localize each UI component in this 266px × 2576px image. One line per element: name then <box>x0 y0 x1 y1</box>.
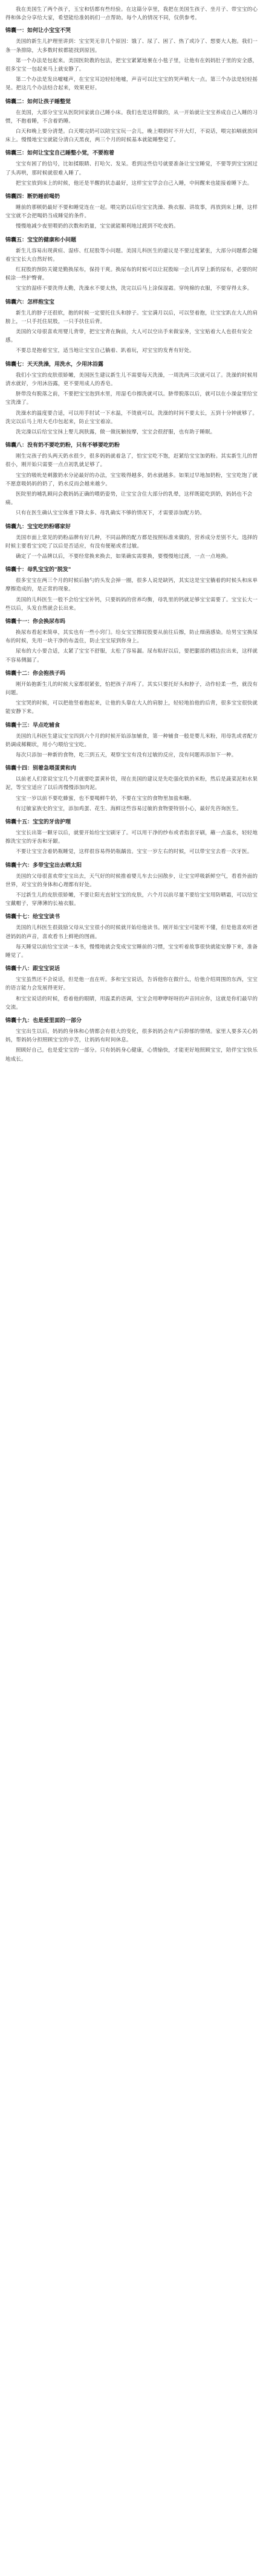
tip-paragraph: 在美国，大部分宝宝从医院回家就自己睡小床。我们也是这样做的，从一开始就让宝宝养成自己入睡的习惯，不抱着睡，不含着奶睡。 <box>5 109 258 124</box>
tip-section <box>5 617 261 665</box>
tip-paragraph: 宝宝长出第一颗牙以后，就要开始给宝宝刷牙了。可以用干净的纱布或者指套牙刷，蘸一点温水，轻轻地擦洗宝宝的牙齿和牙龈。 <box>5 830 258 845</box>
tip-paragraph: 美国的父母很喜欢用婴儿背带，把宝宝背在胸前，大人可以空出手来做家务，宝宝贴着大人也很有安全感。 <box>5 329 253 344</box>
article-page <box>4 3 262 2570</box>
tip-paragraph: 宝宝的吸吮是刺激奶水分泌最好的办法，宝宝吸得越多，奶水就越多。如果过早地加奶粉，宝宝吃饱了就不愿意吸妈妈的奶了，奶水反而会越来越少。 <box>5 472 258 487</box>
tip-section <box>5 26 261 92</box>
tip-paragraph: 红屁股的预防关键是勤换尿布，保持干爽。换尿布的时候可以让屁股晾一会儿再穿上新的尿布，必要的时候涂一些护臀膏。 <box>5 267 258 282</box>
tip-paragraph: 医院里的哺乳顾问会教妈妈正确的喂奶姿势，让宝宝含住大部分的乳晕，这样既能吃到奶，妈妈也不会痛。 <box>5 491 253 507</box>
tip-paragraph: 新生儿容易出现黄疸、湿疹、红屁股等小问题。美国儿科医生的建议是不要过度紧张，大部分问题都会随着宝宝长大自然好转。 <box>5 248 258 263</box>
tip-title: 锦囊二：如何让孩子睡整觉 <box>5 98 71 105</box>
tip-paragraph: 宝宝有困了的信号，比如揉眼睛、打哈欠、发呆。看到这些信号就要准备让宝宝睡觉，不要等到宝宝困过了头再哄，那时候就很难入睡了。 <box>5 161 258 176</box>
tip-paragraph: 我们小宝宝的皮肤很娇嫩，美国医生建议新生儿不需要每天洗澡，一周洗两三次就可以了。洗澡的时候用清水就好，少用沐浴露，更不要用成人的香皂。 <box>5 372 258 387</box>
tip-paragraph: 不过新生儿的皮肤很娇嫩，不要让阳光直射宝宝的皮肤，六个月以前尽量不要给宝宝用防晒霜，可以给宝宝戴帽子，穿薄薄的长袖衣服。 <box>5 892 258 907</box>
tip-paragraph: 美国的父母很喜欢带宝宝出去，天气好的时候推着婴儿车去公园散步，让宝宝呼吸新鲜空气，看看外面的世界，对宝宝的身体和心理都有好处。 <box>5 873 258 888</box>
tip-section <box>5 97 261 145</box>
tip-section <box>5 764 261 813</box>
tip-title: 锦囊十六：多带宝宝出去晒太阳 <box>5 862 82 869</box>
tip-paragraph: 以前老人们常说宝宝几个月就要吃蛋黄补铁，现在美国的建议是先吃强化铁的米粉，然后是蔬菜泥和水果泥，等宝宝适应了以后再慢慢添加肉泥。 <box>5 776 258 791</box>
tip-paragraph: 每次只添加一种新的食物，吃三到五天，观察宝宝有没有过敏的反应，没有问题再添加下一种。 <box>16 752 237 758</box>
tip-paragraph: 美国的儿科医生建议宝宝四到六个月的时候开始添加辅食，第一种辅食一般是婴儿米粉，用母乳或者配方奶调成稀糊状，用小勺喂给宝宝吃。 <box>5 733 258 748</box>
tip-title: 锦囊七：天天洗澡，用洗水，少用沐浴露 <box>5 361 104 368</box>
tip-paragraph: 第一个办法是包起来。美国医院教的包法，把宝宝紧紧地裹在小毯子里，让他有在妈妈肚子里的安全感，很多宝宝一包起来马上就安静了。 <box>5 57 258 73</box>
article-intro: 我在美国生了两个孩子，玉宝和恬都有些经验。在这篇分享里，我把在美国生孩子、坐月子、带宝宝的心得和体会分享给大家，希望能给准妈妈们一点帮助。每个人的情况不同，仅供参考。 <box>5 7 258 22</box>
tip-paragraph: 白天和晚上要分清楚。白天喂完奶可以陪宝宝玩一会儿，晚上喂奶时不开大灯，不说话，喂完拍嗝就放回床上。慢慢地宝宝就能分清白天黑夜，两三个月的时候基本就能睡整觉了。 <box>5 129 258 144</box>
tip-paragraph: 宝宝出生以后，妈妈的身体和心情都会有很大的变化，很多妈妈会有产后抑郁的情绪。家里人要多关心妈妈，帮妈妈分担照顾宝宝的辛苦，让妈妈有时间休息。 <box>5 1029 258 1044</box>
tip-paragraph: 洗完澡以后给宝宝抹上婴儿润肤露，做一做抚触按摩，宝宝会很舒服，也有助于睡眠。 <box>16 429 216 435</box>
tip-paragraph: 洗澡水的温度要合适，可以用手肘试一下水温，不烫就可以。洗澡的时间不要太长，五到十分钟就够了。洗完以后马上用大毛巾包起来，防止宝宝着凉。 <box>5 410 258 425</box>
tip-section <box>5 360 261 436</box>
tip-paragraph: 宝宝虽然还不会说话，但是他一直在听。多和宝宝说话，告诉他你在做什么，给他介绍周围的东西，宝宝的语言能力会发展得更好。 <box>5 977 258 992</box>
tip-paragraph: 新生儿的脖子还很软，抱的时候一定要托住头和脖子。宝宝满月以后，可以竖着抱，让宝宝趴在大人的肩膀上，一只手托住屁股，一只手扶住后背。 <box>5 310 258 325</box>
tip-section <box>5 861 261 909</box>
tip-title: 锦囊一：如何让小宝宝不哭 <box>5 28 71 34</box>
tip-section <box>5 149 261 188</box>
tip-paragraph: 美国市面上常见的奶粉品牌有好几种，不同品牌的配方都是按照标准来做的，营养成分差别不大。选择的时候主要看宝宝吃了以后是否适应，有没有便秘或者过敏。 <box>5 534 258 549</box>
tip-paragraph: 照顾好自己，也是爱宝宝的一部分。只有妈妈身心健康，心情愉快，才能更好地照顾宝宝，陪伴宝宝快乐地成长。 <box>5 1047 258 1063</box>
tip-title: 锦囊十七：给宝宝读书 <box>5 914 60 921</box>
tip-paragraph: 和宝宝说话的时候，看着他的眼睛，用温柔的语调，宝宝会用咿咿呀呀的声音回应你，这就是你们最早的交流。 <box>5 996 258 1011</box>
tip-section <box>5 298 261 356</box>
tip-paragraph: 刚开始抱新生儿的时候大家都很紧张，怕把孩子弄疼了。其实只要托好头和脖子，动作轻柔一些，就没有问题。 <box>5 681 258 696</box>
tip-paragraph: 有过敏家族史的宝宝，添加鸡蛋、花生、海鲜这些容易过敏的食物要特别小心，最好先咨询医生。 <box>16 805 242 812</box>
tip-paragraph: 宝宝的湿疹不要洗得太勤，洗澡水不要太热，洗完以后马上涂保湿霜。穿纯棉的衣服，不要穿得太多。 <box>16 286 253 292</box>
tip-title: 锦囊十二：你会抱孩子吗 <box>5 670 66 677</box>
tip-paragraph: 刚生完孩子的头两天奶水很少，很多妈妈就着急了，怕宝宝吃不饱，赶紧给宝宝加奶粉。其实新生儿的胃很小，刚开始只需要一点点初乳就足够了。 <box>5 453 258 468</box>
tip-section <box>5 817 261 857</box>
tip-paragraph: 尿布的大小要合适，太紧了宝宝不舒服，太松了容易漏。尿布粘好以后，要把腿部的褶边拉出来，这样就不容易侧漏了。 <box>5 648 258 663</box>
tip-title: 锦囊九：宝宝吃奶粉哪家好 <box>5 523 71 530</box>
tip-paragraph: 每天睡觉以前给宝宝读一本书，慢慢地就会变成宝宝睡前的习惯，宝宝听着故事很快就能安静下来，准备睡觉了。 <box>5 944 258 959</box>
tip-title: 锦囊十三：早点吃辅食 <box>5 722 60 729</box>
tip-title: 锦囊十四：别着急喂蛋黄和肉 <box>5 765 77 772</box>
tips-list <box>5 26 261 1063</box>
tip-title: 锦囊四：断奶睡前喝奶 <box>5 194 60 200</box>
tip-title: 锦囊十一：你会换尿布吗 <box>5 618 66 625</box>
tip-section <box>5 912 261 960</box>
tip-section <box>5 1016 261 1064</box>
tip-title: 锦囊六：怎样抱宝宝 <box>5 299 55 305</box>
tip-paragraph: 把宝宝放到床上的时候，他还是半醒的状态最好，这样宝宝学会自己入睡，中间醒来也能接着睡下去。 <box>16 180 253 187</box>
tip-title: 锦囊十五：宝宝的牙齿护理 <box>5 819 71 825</box>
tip-paragraph: 很多宝宝在两三个月的时候后脑勺的头发会掉一圈，很多人说是缺钙，其实这是宝宝躺着的时候头和床单摩擦造成的，是正常的现象。 <box>5 578 258 593</box>
tip-section <box>5 721 261 760</box>
tip-title: 锦囊十八：跟宝宝说话 <box>5 966 60 973</box>
tip-paragraph: 宝宝一岁以前不要吃蜂蜜，也不要喝鲜牛奶，不要在宝宝的食物里加盐和糖。 <box>16 795 195 802</box>
tip-section <box>5 522 261 561</box>
tip-paragraph: 睡前的那顿奶最好不要和睡觉连在一起。喂完奶以后给宝宝洗澡、换衣服、讲故事，再放到床上睡，这样宝宝就不会把喝奶当成睡觉的条件。 <box>5 205 258 220</box>
tip-paragraph: 第二个办法是发出嘘嘘声，在宝宝耳边轻轻地嘘，声音可以比宝宝的哭声稍大一点。第三个办法是轻轻摇晃。把这几个办法结合起来，效果更好。 <box>5 77 258 92</box>
tip-paragraph: 换尿布看起来简单，其实也有一些小窍门。给女宝宝擦屁股要从前往后擦，防止细菌感染。给男宝宝换尿布的时候，先用一块干净的布盖住，防止宝宝尿到你身上。 <box>5 629 258 645</box>
tip-paragraph: 不要总是抱着宝宝，适当地让宝宝自己躺着、趴着玩，对宝宝的发育有好处。 <box>16 348 195 354</box>
tip-section <box>5 441 261 517</box>
tip-paragraph: 慢慢地减少夜里喂奶的次数和奶量，宝宝就能顺利地过渡到不吃夜奶。 <box>16 223 179 230</box>
tip-section <box>5 192 261 231</box>
tip-paragraph: 只有在医生确认宝宝体重下降太多、母乳确实不够的情况下，才需要添加配方奶。 <box>16 510 206 517</box>
tip-title: 锦囊五：宝宝的健康和小问题 <box>5 237 77 243</box>
tip-paragraph: 脐带没有脱落之前，不要把宝宝泡到水里，用湿毛巾擦洗就可以。脐带脱落以后，就可以在小澡盆里给宝宝洗澡了。 <box>5 391 258 406</box>
tip-title: 锦囊十：母乳宝宝的"脱发" <box>5 567 71 574</box>
tip-title: 锦囊八：没有奶不要吃奶粉，只有不够要吃奶粉 <box>5 443 120 449</box>
tip-section <box>5 565 261 613</box>
tip-paragraph: 不要让宝宝含着奶瓶睡觉，这样很容易得奶瓶龋齿。宝宝一岁左右的时候，可以带宝宝去看一次牙医。 <box>16 849 253 855</box>
tip-paragraph: 美国的儿科医生一般不会给宝宝补钙，只要妈妈的营养均衡，母乳里的钙就足够宝宝需要了。宝宝长大一些以后，头发自然就会长出来。 <box>5 596 258 612</box>
tip-section <box>5 964 261 1012</box>
tip-title: 锦囊三：如何让宝宝自己睡整小觉，不要抱着 <box>5 150 115 157</box>
tip-title: 锦囊十九：也是爱里面的一部分 <box>5 1018 82 1024</box>
tip-section <box>5 235 261 293</box>
tip-section <box>5 669 261 717</box>
tip-paragraph: 美国的儿科医生很鼓励父母从宝宝很小的时候就开始给他读书。刚开始宝宝可能听不懂，但是他喜欢听爸爸妈妈的声音，喜欢看书上鲜艳的图画。 <box>5 925 258 940</box>
tip-paragraph: 确定了一个品牌以后，不要经常换来换去，如果确实需要换，要慢慢地过渡，一点一点地换。 <box>16 553 232 560</box>
tip-paragraph: 宝宝哭的时候，可以把他竖着抱起来，让他的头靠在大人的肩膀上，轻轻地拍他的后背，很多宝宝很快就能安静下来。 <box>5 700 258 715</box>
tip-paragraph: 美国的新生儿护理里讲到：宝宝哭无非几个原因：饿了、尿了、困了、热了或冷了、想要大人抱。我们一条一条排除，大多数时候都能找到原因。 <box>5 39 258 54</box>
